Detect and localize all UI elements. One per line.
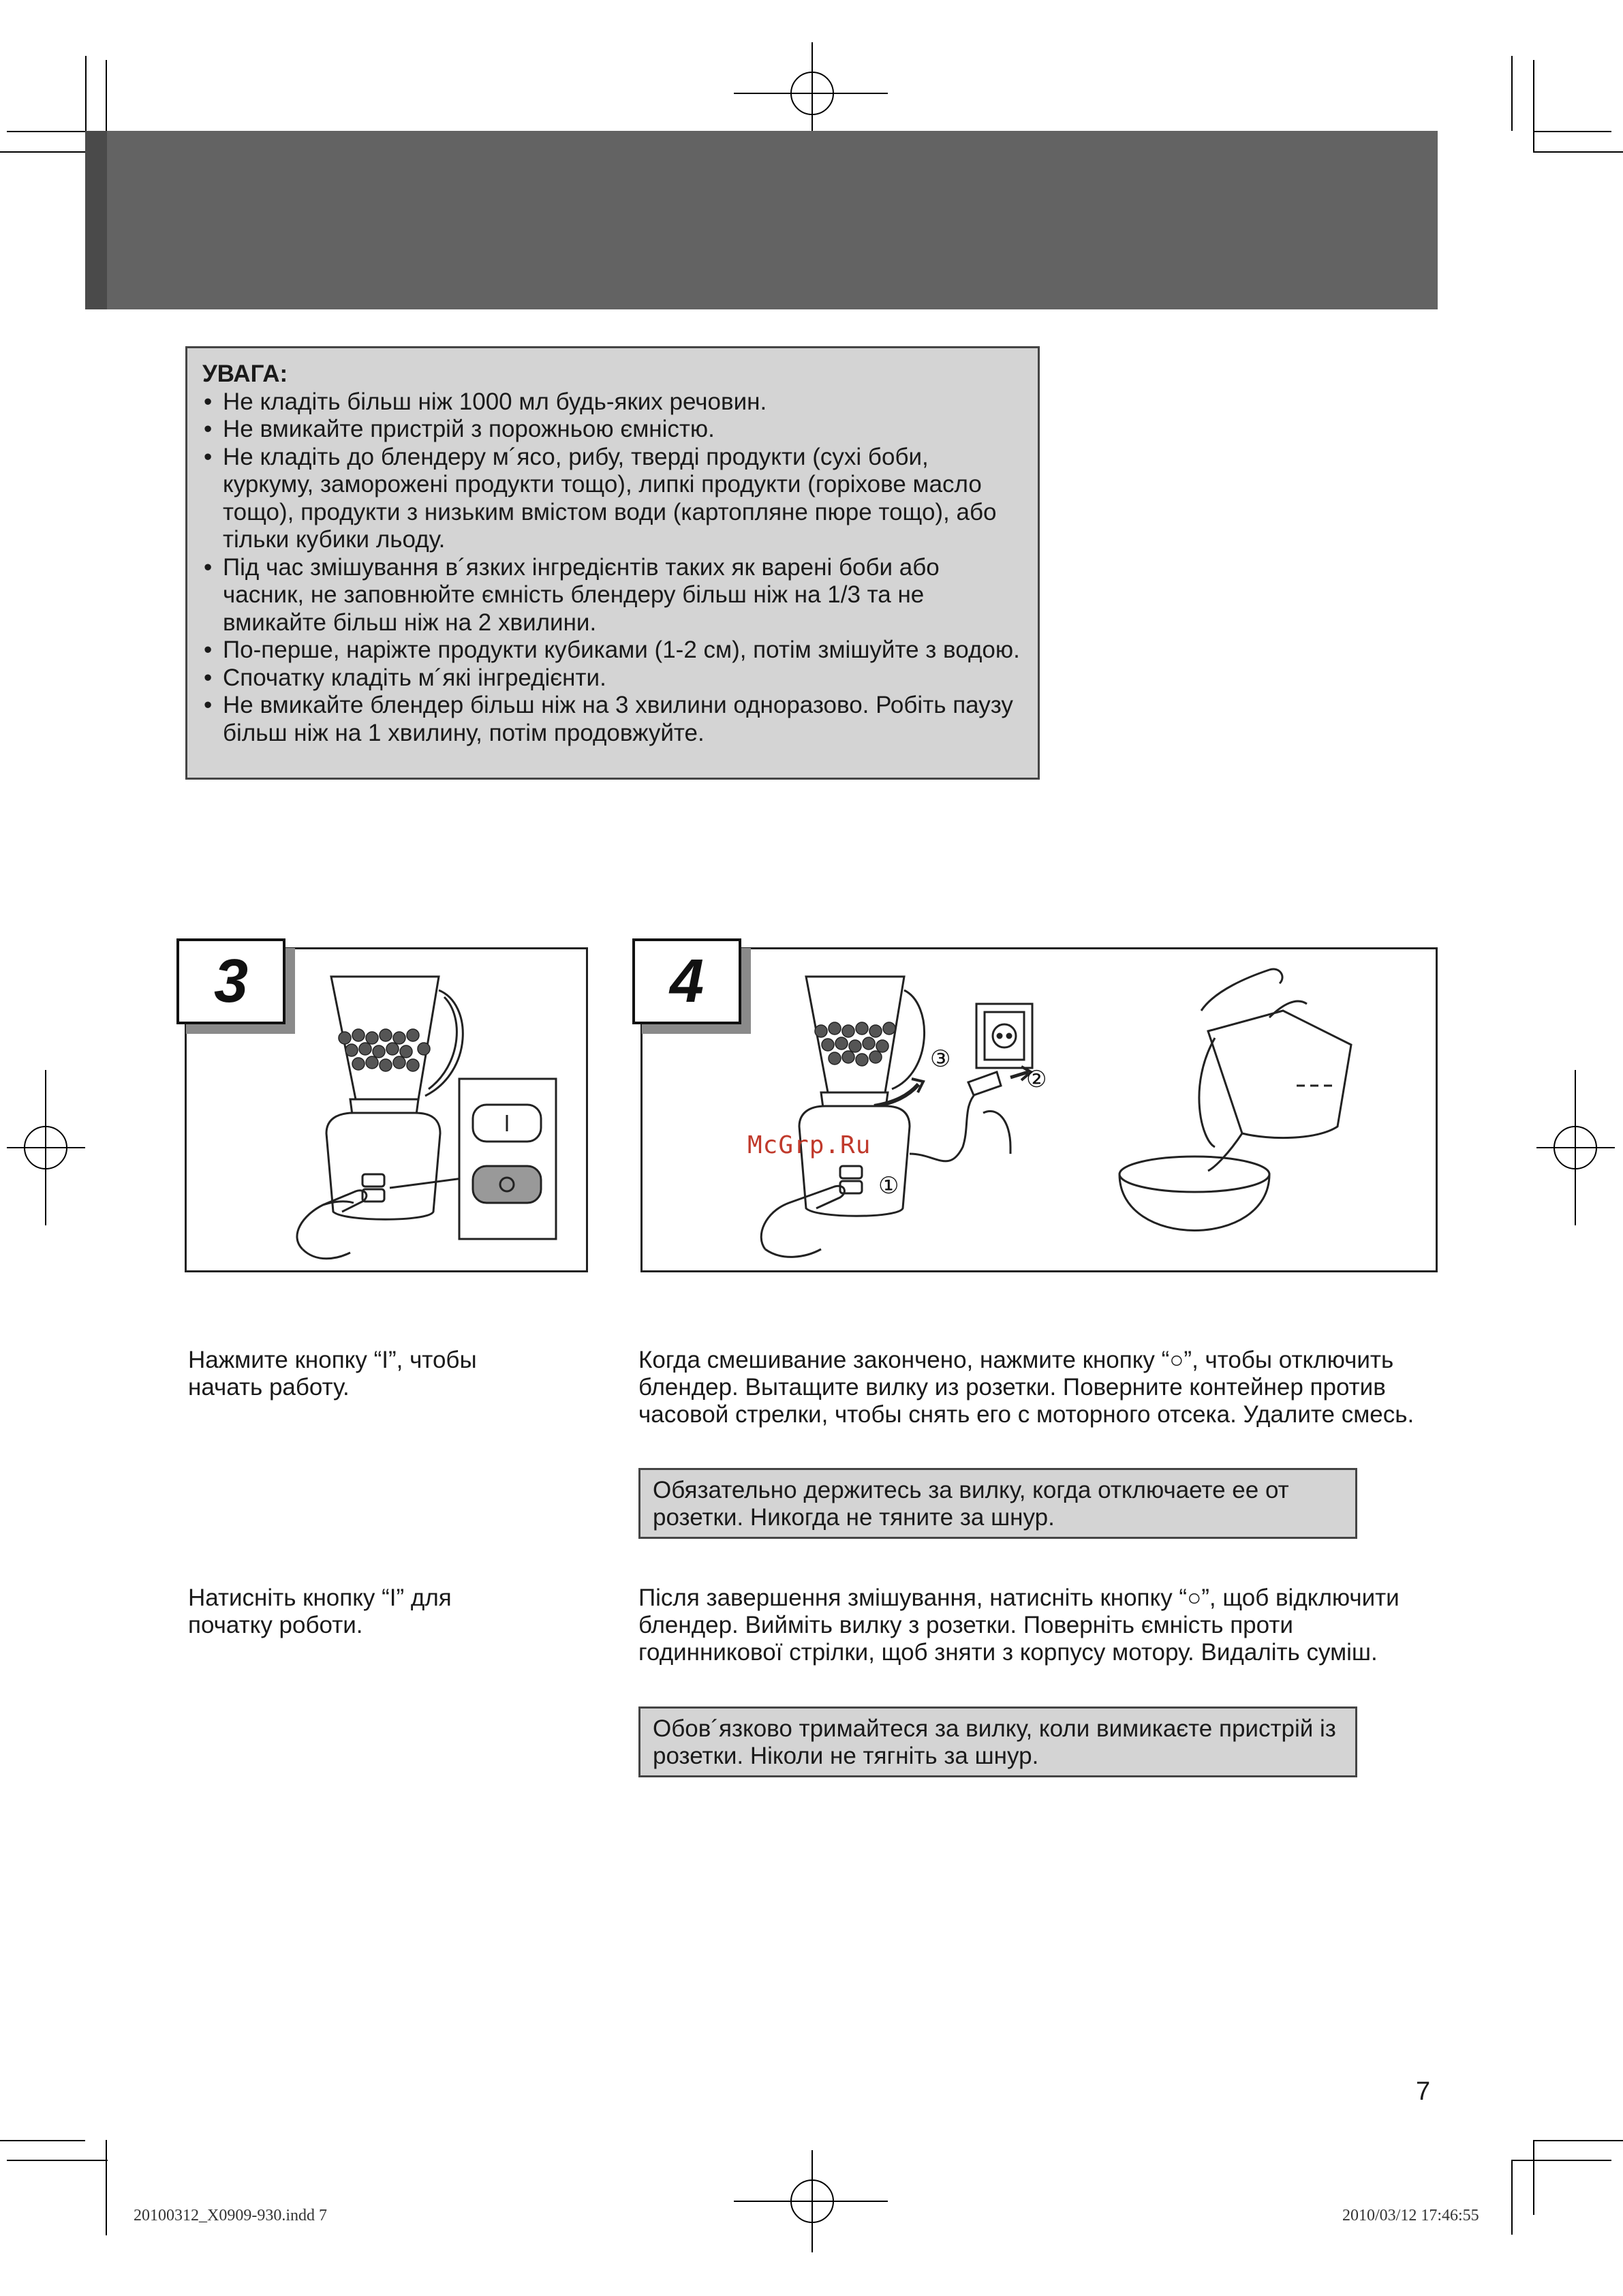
header-band [85,131,1438,309]
caution-list [202,388,1023,748]
step-4-badge: 4 [632,938,741,1024]
step-4-text-ru: Когда смешивание закончено, нажмите кнопку “○”, чтобы отключить блендер. Вытащите вилку из розетки. Поверните контейнер против часовой стрелки, чтобы снять его с моторного отсека. Удалите смесь. [638,1347,1415,1428]
step-3-badge: 3 [176,938,285,1024]
crop-mark [0,151,85,153]
slug-timestamp: 2010/03/12 17:46:55 [1342,2207,1479,2224]
crop-mark [7,2160,108,2161]
caution-item: • Не вмикайте пристрій з порожньою ємністю. [202,416,1023,444]
callout-3: ③ [930,1045,951,1073]
crop-mark [1533,60,1534,151]
crop-mark [1533,2140,1534,2215]
caution-title: УВАГА: [202,361,288,387]
callout-2: ② [1026,1066,1047,1093]
step-4-note-ru: Обязательно держитесь за вилку, когда отключаете ее от розетки. Никогда не тяните за шнур. [638,1468,1357,1539]
caution-item: • По-перше, наріжте продукти кубиками (1-2 см), потім змішуйте з водою. [202,637,1023,664]
crop-mark [1533,2140,1623,2141]
header-band-edge [85,131,107,309]
caution-item: • Не кладіть до блендеру м´ясо, рибу, тверді продукти (сухі боби, куркуму, заморожені продукти тощо), липкі продукти (горіхове масло тощо), продукти з низьким вмістом води (картопляне пюре тощо), або тільки кубики льоду. [202,444,1023,554]
callout-1: ① [878,1172,899,1199]
step-3-text-uk: Натисніть кнопку “I” для початку роботи. [188,1585,452,1638]
crop-mark [1511,2160,1513,2235]
page-number: 7 [1416,2077,1431,2106]
crop-mark [1533,151,1623,153]
caution-item: • Спочатку кладіть м´які інгредієнти. [202,664,1023,692]
step-4-illustration-frame [640,947,1438,1272]
crop-mark [0,2140,85,2141]
crop-mark [1533,131,1611,132]
blender-unplug-and-pour-illustration [643,949,1436,1270]
caution-item: • Не вмикайте блендер більш ніж на 3 хвилини одноразово. Робіть паузу більш ніж на 1 хвилину, потім продовжуйте. [202,692,1023,747]
crop-mark [7,131,85,132]
step-4-note-uk: Обов´язково тримайтеся за вилку, коли вимикаєте пристрій із розетки. Ніколи не тягніть за шнур. [638,1706,1357,1777]
caution-box [185,346,1040,780]
step-4-text-uk: Після завершення змішування, натисніть кнопку “○”, щоб відключити блендер. Вийміть вилку з розетки. Поверніть ємність проти годинникової стрілки, щоб зняти з корпусу мотору. Видаліть суміш. [638,1585,1400,1666]
caution-item: • Не кладіть більш ніж 1000 мл будь-яких речовин. [202,388,1023,416]
crop-mark [1511,2160,1611,2161]
caution-item: • Під час змішування в´язких інгредієнтів таких як варені боби або часник, не заповнюйте ємність блендеру більш ніж на 1/3 та не вмикайте більш ніж на 2 хвилини. [202,554,1023,637]
crop-mark [1511,56,1513,131]
crop-mark [85,56,87,131]
slug-file: 20100312_X0909-930.indd 7 [134,2207,327,2224]
watermark: McGrp.Ru [747,1131,871,1159]
step-3-text-ru: Нажмите кнопку “I”, чтобы начать работу. [188,1347,477,1400]
crop-mark [106,2140,107,2235]
